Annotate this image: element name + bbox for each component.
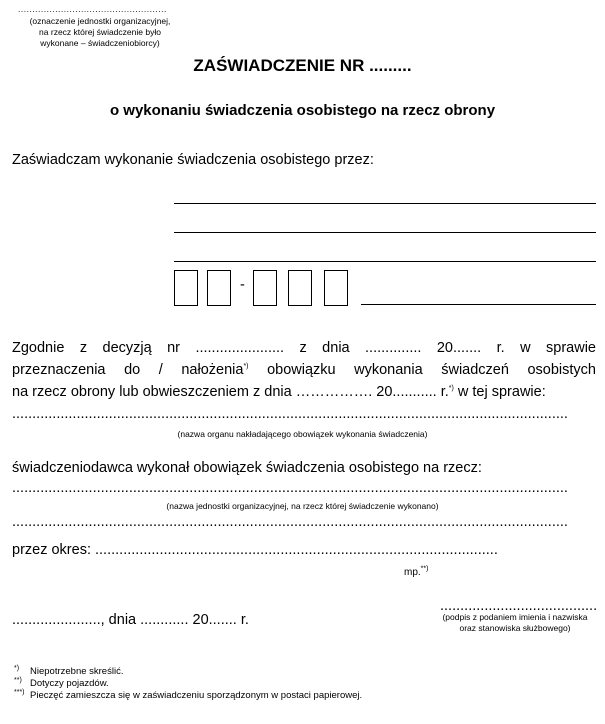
signature-caption <box>425 612 605 634</box>
signature-dots[interactable]: ....................................... <box>440 598 598 614</box>
postal-box-5[interactable] <box>324 270 348 306</box>
org-note-line-2: na rzecz której świadczenie było <box>39 27 161 37</box>
footnote-3: ***) Pieczęć zamieszcza się w zaświadczeniu sporządzonym w postaci papierowej. <box>14 688 363 701</box>
footnote-text: Pieczęć zamieszcza się w zaświadczeniu sporządzonym w postaci papierowej. <box>30 690 363 701</box>
decision-line-2-a: przeznaczenia do / nałożenia <box>12 362 244 378</box>
unit-dots-2[interactable]: .......................................................................................................................................... <box>12 514 568 530</box>
blank-line-2[interactable] <box>174 232 596 233</box>
footnote-1: *) Niepotrzebne skreślić. <box>14 664 124 677</box>
blank-line-1[interactable] <box>174 203 596 204</box>
postal-box-2[interactable] <box>207 270 231 306</box>
authority-dots[interactable]: .......................................................................................................................................... <box>12 406 568 422</box>
postal-box-1[interactable] <box>174 270 198 306</box>
blank-line-3[interactable] <box>174 261 596 262</box>
footnote-text: Dotyczy pojazdów. <box>30 678 109 689</box>
document-subtitle: o wykonaniu świadczenia osobistego na rzecz obrony <box>109 102 496 119</box>
date-line[interactable]: ......................, dnia ............ 20....... r. <box>12 612 249 628</box>
org-dots: .................................................... <box>18 4 167 14</box>
footnotes <box>14 666 362 702</box>
decision-line-2-b: obowiązku wykonania świadczeń osobistych <box>248 362 596 378</box>
decision-line-3 <box>12 382 546 403</box>
signature-caption-line-1: (podpis z podaniem imienia i nazwiska <box>442 612 588 622</box>
footnote-ref: *) <box>243 363 249 371</box>
org-note <box>20 16 180 49</box>
decision-line-2 <box>12 360 596 381</box>
signature-caption-line-2: oraz stanowiska służbowego) <box>459 623 571 633</box>
decision-line-3-b: w tej sprawie: <box>453 384 546 400</box>
document-title: ZAŚWIADCZENIE NR ......... <box>193 56 412 75</box>
footnote-text: Niepotrzebne skreślić. <box>30 666 124 677</box>
period-line[interactable]: przez okres: .................................................................................................... <box>12 542 498 558</box>
stamp-label: mp. <box>404 567 421 578</box>
footnote-ref: **) <box>420 565 429 573</box>
unit-dots-1[interactable]: .......................................................................................................................................... <box>12 480 568 496</box>
provider-line: świadczeniodawca wykonał obowiązek świadczenia osobistego na rzecz: <box>12 460 482 476</box>
footnote-2: **) Dotyczy pojazdów. <box>14 676 109 689</box>
footnote-ref: *) <box>448 385 454 393</box>
postal-box-3[interactable] <box>253 270 277 306</box>
org-note-line-3: wykonane – świadczeniobiorcy) <box>40 38 160 48</box>
postal-box-4[interactable] <box>288 270 312 306</box>
authority-caption: (nazwa organu nakładającego obowiązek wykonania świadczenia) <box>177 429 428 439</box>
postal-dash: - <box>240 277 245 293</box>
org-note-line-1: (oznaczenie jednostki organizacyjnej, <box>29 16 171 26</box>
unit-caption: (nazwa jednostki organizacyjnej, na rzecz której świadczenie wykonano) <box>166 501 439 511</box>
stamp-mark <box>404 567 428 578</box>
city-blank-line[interactable] <box>361 304 596 305</box>
decision-line-3-a: na rzecz obrony lub obwieszczeniem z dnia ……………. 20........... r. <box>12 384 449 400</box>
certify-line: Zaświadczam wykonanie świadczenia osobistego przez: <box>12 152 374 168</box>
decision-line-1: Zgodnie z decyzją nr ...................... z dnia .............. 20....... r. w sprawie <box>12 340 596 356</box>
